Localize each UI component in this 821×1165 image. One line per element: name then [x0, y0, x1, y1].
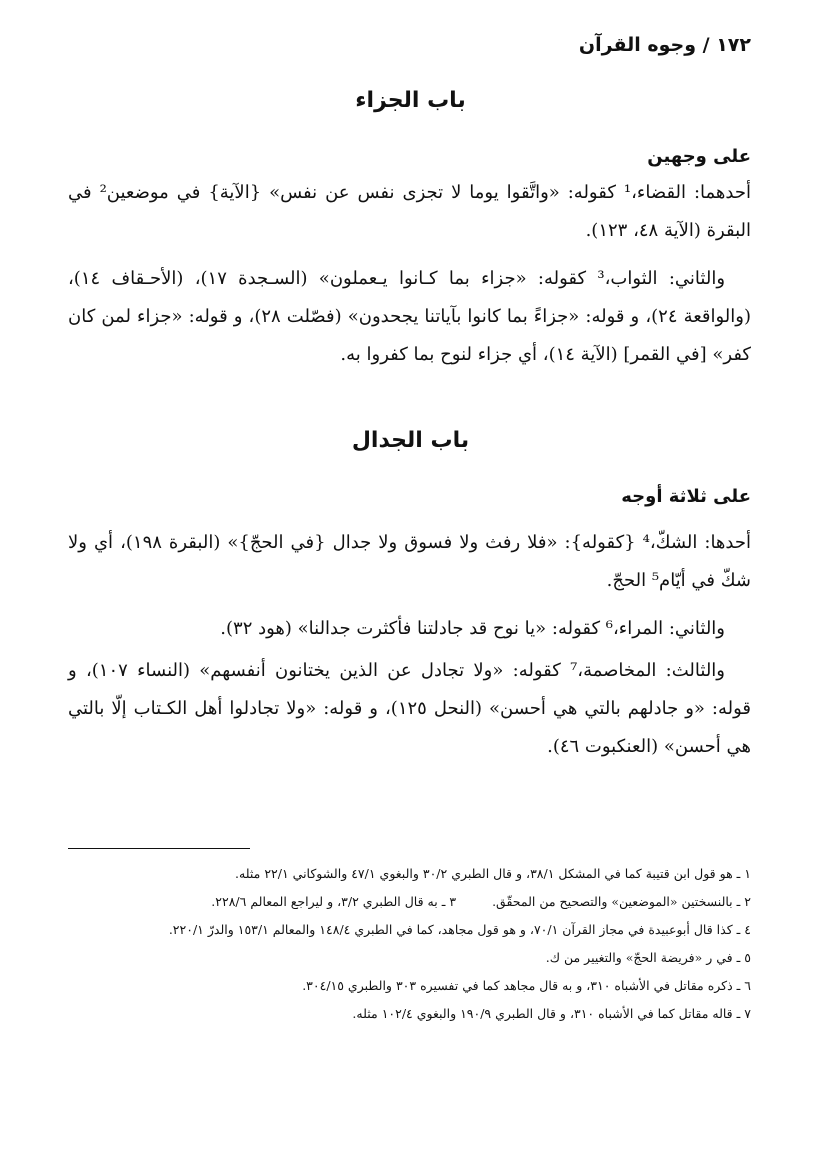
paragraph-jidal-3: والثالث: المخاصمة،⁷ كقوله: «ولا تجادل عن الذين يختانون أنفسهم» (النساء ١٠٧)، و قوله: «و جادلهم بالتي هي أحسن» (النحل ١٢٥)، و قوله: «ولا تجادلوا أهل الكـتاب إلّا بالتي هي أحسن» (العنكبوت ٤٦).: [68, 660, 751, 757]
footnote-5: ٥ ـ في ر «فريضة الحجّ» والتغيير من ك.: [545, 950, 751, 965]
paragraph-jazaa-1: أحدهما: القضاء،¹ كقوله: «واتَّقوا يوما لا تجزى نفس عن نفس» {الآية} في موضعين² في البقرة (الآية ٤٨، ١٢٣).: [68, 182, 752, 241]
footnote-3: ٣ ـ به قال الطبري ٣/٢، و ليراجع المعالم ٢٢٨/٦.: [211, 894, 457, 909]
paragraph-jidal-1: أحدها: الشكّ،⁴ {كقوله}: «فلا رفث ولا فسوق ولا جدال {في الحجّ}» (البقرة ١٩٨)، أي ولا شكّ في أيّام⁵ الحجّ.: [68, 532, 751, 591]
footnote-6: ٦ ـ ذكره مقاتل في الأشباه ٣١٠، و به قال مجاهد كما في تفسيره ٣٠٣ والطبري ٣٠٤/١٥.: [302, 978, 751, 993]
section-title-jidal: باب الجدال: [351, 428, 470, 453]
paragraph-jidal-2: والثاني: المراء،⁶ كقوله: «يا نوح قد جادلتنا فأكثرت جدالنا» (هود ٣٢).: [220, 618, 725, 639]
running-head: ١٧٢ / وجوه القرآن: [578, 34, 751, 56]
footnotes: [68, 860, 751, 1028]
footnote-4: ٤ ـ كذا قال أبوعبيدة في مجاز القرآن ٧٠/١، و هو قول مجاهد، كما في الطبري ١٤٨/٤ والمعالم ١٥٣/١ والدرّ ٢٢٠/١.: [168, 922, 751, 937]
paragraph-jazaa-2: والثاني: الثواب،³ كقوله: «جزاء بما كـانوا يـعملون» (السـجدة ١٧)، (الأحـقاف ١٤)، (والواقعة ٢٤)، و قوله: «جزاءً بما كانوا بآياتنا يجحدون» (فصّلت ٢٨)، و قوله: «جزاء لمن كان كفر» [في القمر] (الآية ١٤)، أي جزاء لنوح بما كفروا به.: [68, 268, 752, 365]
footnote-1: ١ ـ هو قول ابن قتيبة كما في المشكل ٣٨/١، و قال الطبري ٣٠/٢ والبغوي ٤٧/١ والشوكاني ٢٢/١ مثله.: [235, 866, 751, 881]
footnote-row-2-3: [68, 888, 751, 916]
subhead-jidal: على ثلاثة أوجه: [621, 486, 751, 507]
footnote-rule: [68, 848, 250, 849]
footnote-2: ٢ ـ بالنسختين «الموضعين» والتصحيح من المحقّق.: [492, 894, 751, 909]
subhead-jazaa: على وجهين: [647, 146, 751, 167]
section-title-jazaa: باب الجزاء: [355, 88, 466, 113]
footnote-7: ٧ ـ قاله مقاتل كما في الأشباه ٣١٠، و قال الطبري ١٩٠/٩ والبغوي ١٠٢/٤ مثله.: [352, 1006, 751, 1021]
